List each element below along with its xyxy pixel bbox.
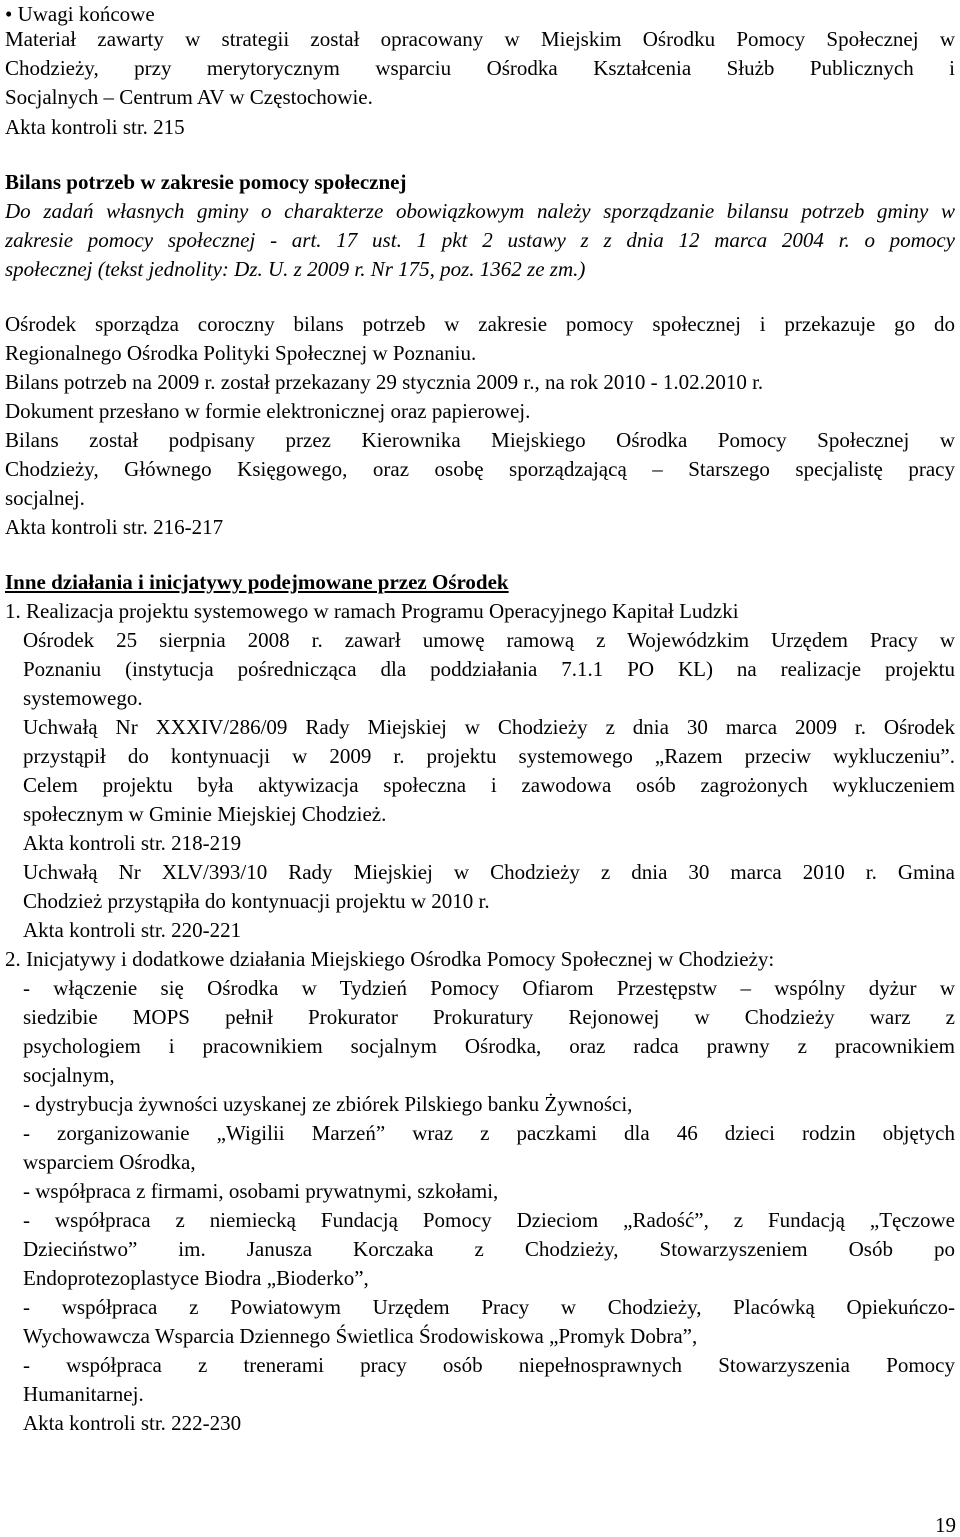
text-line: siedzibie MOPS pełnił Prokurator Prokuratury Rejonowej w Chodzieży warz z bbox=[23, 1005, 955, 1029]
text-line: - współpraca z firmami, osobami prywatnymi, szkołami, bbox=[23, 1179, 499, 1203]
text-line: Celem projektu była aktywizacja społeczna i zawodowa osób zagrożonych wykluczeniem bbox=[23, 773, 955, 797]
text-line: Endoprotezoplastyce Biodra „Bioderko”, bbox=[23, 1266, 369, 1290]
text-line: wsparciem Ośrodka, bbox=[23, 1150, 196, 1174]
text-line: systemowego. bbox=[23, 686, 143, 710]
text-line: 1. Realizacja projektu systemowego w ramach Programu Operacyjnego Kapitał Ludzki bbox=[5, 599, 739, 623]
text-line: Uchwałą Nr XLV/393/10 Rady Miejskiej w Chodzieży z dnia 30 marca 2010 r. Gmina bbox=[23, 860, 955, 884]
text-line: przystąpił do kontynuacji w 2009 r. projektu systemowego „Razem przeciw wykluczeniu”. bbox=[23, 744, 955, 768]
text-line: Wychowawcza Wsparcia Dziennego Świetlica Środowiskowa „Promyk Dobra”, bbox=[23, 1324, 698, 1348]
section-heading: Inne działania i inicjatywy podejmowane przez Ośrodek bbox=[5, 570, 509, 594]
text-line: Chodzież przystąpiła do kontynuacji projektu w 2010 r. bbox=[23, 889, 490, 913]
text-line: - współpraca z niemiecką Fundacją Pomocy Dzieciom „Radość”, z Fundacją „Tęczowe bbox=[23, 1208, 955, 1232]
text-line: - zorganizowanie „Wigilii Marzeń” wraz z paczkami dla 46 dzieci rodzin objętych bbox=[23, 1121, 955, 1145]
text-line: Ośrodek sporządza coroczny bilans potrzeb w zakresie pomocy społecznej i przekazuje go do bbox=[5, 312, 955, 336]
text-line: - współpraca z Powiatowym Urzędem Pracy w Chodzieży, Placówką Opiekuńczo- bbox=[23, 1295, 955, 1319]
section-heading: Bilans potrzeb w zakresie pomocy społecznej bbox=[5, 170, 407, 194]
text-line: Akta kontroli str. 215 bbox=[5, 115, 185, 139]
text-line: Bilans został podpisany przez Kierownika Miejskiego Ośrodka Pomocy Społecznej w bbox=[5, 428, 955, 452]
text-line: społecznym w Gminie Miejskiej Chodzież. bbox=[23, 802, 387, 826]
text-line: Uchwałą Nr XXXIV/286/09 Rady Miejskiej w Chodzieży z dnia 30 marca 2009 r. Ośrodek bbox=[23, 715, 955, 739]
text-line: zakresie pomocy społecznej - art. 17 ust. 1 pkt 2 ustawy z z dnia 12 marca 2004 r. o pomocy bbox=[5, 228, 955, 252]
text-line: Poznaniu (instytucja pośrednicząca dla poddziałania 7.1.1 PO KL) na realizacje projektu bbox=[23, 657, 955, 681]
text-line: socjalnym, bbox=[23, 1063, 115, 1087]
text-line: Akta kontroli str. 222-230 bbox=[23, 1411, 242, 1435]
text-line: Do zadań własnych gminy o charakterze obowiązkowym należy sporządzanie bilansu potrzeb gminy w bbox=[5, 199, 955, 223]
text-line: psychologiem i pracownikiem socjalnym Ośrodka, oraz radca prawny z pracownikiem bbox=[23, 1034, 955, 1058]
text-line: - dystrybucja żywności uzyskanej ze zbiórek Pilskiego banku Żywności, bbox=[23, 1092, 633, 1116]
text-line: Akta kontroli str. 216-217 bbox=[5, 515, 224, 539]
text-line: Socjalnych – Centrum AV w Częstochowie. bbox=[5, 85, 373, 109]
text-line: 2. Inicjatywy i dodatkowe działania Miejskiego Ośrodka Pomocy Społecznej w Chodzieży: bbox=[5, 947, 775, 971]
text-line: - współpraca z trenerami pracy osób niepełnosprawnych Stowarzyszenia Pomocy bbox=[23, 1353, 955, 1377]
text-line: Materiał zawarty w strategii został opracowany w Miejskim Ośrodku Pomocy Społecznej w bbox=[5, 27, 955, 51]
text-line: Dokument przesłano w formie elektronicznej oraz papierowej. bbox=[5, 399, 531, 423]
text-line: Ośrodek 25 sierpnia 2008 r. zawarł umowę ramową z Wojewódzkim Urzędem Pracy w bbox=[23, 628, 955, 652]
text-line: Bilans potrzeb na 2009 r. został przekazany 29 stycznia 2009 r., na rok 2010 - 1.02.2010 r. bbox=[5, 370, 764, 394]
text-line: Chodzieży, przy merytorycznym wsparciu Ośrodka Kształcenia Służb Publicznych i bbox=[5, 56, 955, 80]
text-line: Akta kontroli str. 220-221 bbox=[23, 918, 242, 942]
text-line: Regionalnego Ośrodka Polityki Społecznej w Poznaniu. bbox=[5, 341, 477, 365]
page-number: 19 bbox=[935, 1513, 956, 1537]
text-line: socjalnej. bbox=[5, 486, 85, 510]
text-line: społecznej (tekst jednolity: Dz. U. z 2009 r. Nr 175, poz. 1362 ze zm.) bbox=[5, 257, 586, 281]
text-line: Akta kontroli str. 218-219 bbox=[23, 831, 242, 855]
text-line: Humanitarnej. bbox=[23, 1382, 144, 1406]
text-line: Dzieciństwo” im. Janusza Korczaka z Chodzieży, Stowarzyszeniem Osób po bbox=[23, 1237, 955, 1261]
text-line: Chodzieży, Głównego Księgowego, oraz osobę sporządzającą – Starszego specjalistę pracy bbox=[5, 457, 955, 481]
text-line: - włączenie się Ośrodka w Tydzień Pomocy Ofiarom Przestępstw – wspólny dyżur w bbox=[23, 976, 955, 1000]
text-line: • Uwagi końcowe bbox=[5, 2, 155, 26]
